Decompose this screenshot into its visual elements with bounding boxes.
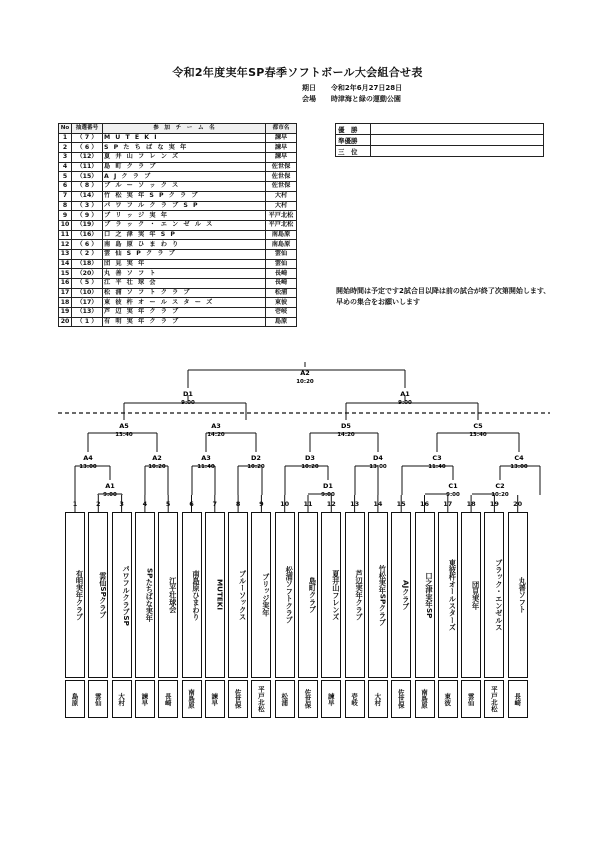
slot-pref: 諫早 (140, 692, 149, 706)
game-label: C2 (495, 482, 505, 490)
date-label: 期日 (302, 84, 316, 92)
venue-value: 時津海と緑の運動公園 (330, 95, 401, 103)
cell-team-name: 東 彼 杵 オ ー ル ス タ ー ズ (103, 298, 266, 308)
slot-team-name: AJクラブ (401, 580, 411, 610)
game-time: 14:20 (207, 432, 225, 438)
slot-number: 3 (119, 500, 124, 508)
game-time: 13:40 (115, 432, 133, 438)
cell-no: 5 (59, 172, 72, 182)
game-time: 10:20 (301, 464, 319, 470)
slot-team-name: 雲仙SPクラブ (98, 571, 108, 619)
slot-pref: 南島原 (420, 689, 428, 709)
slot-number: 4 (142, 500, 148, 508)
header-team: 参 加 チ ー ム 名 (103, 124, 266, 134)
slot-pref: 壱岐 (350, 692, 359, 706)
game-time: 13:00 (369, 464, 387, 470)
cell-team-name: パ ワ フ ル ク ラ ブ S P (103, 201, 266, 211)
slot-team-box (275, 512, 295, 678)
slot-team-box (368, 512, 388, 678)
game-time: 10:20 (296, 379, 314, 385)
result-label: 三 位 (336, 146, 371, 157)
slot-pref-box (112, 680, 132, 718)
game-time: 11:40 (428, 464, 446, 470)
slot-team-box (205, 512, 225, 678)
cell-city: 佐世保 (266, 182, 297, 192)
slot-number: 9 (259, 500, 264, 508)
game-label: A3 (201, 454, 211, 462)
slot-pref: 島原 (70, 692, 79, 706)
slot-pref-box (251, 680, 271, 718)
cell-team-name: A J ク ラ ブ (103, 172, 266, 182)
cell-team-name: 南 島 原 ひ ま わ り (103, 240, 266, 250)
cell-team-name: ブ ラ ッ ク ・ エ ン ゼ ル ス (103, 220, 266, 230)
cell-draw: （11） (72, 162, 103, 172)
slot-pref-box (391, 680, 411, 718)
cell-team-name: ブ ル ー ソ ッ ク ス (103, 182, 266, 192)
slot-pref: 南島原 (187, 689, 195, 709)
slot-pref-box (182, 680, 202, 718)
cell-city: 松浦 (266, 288, 297, 298)
game-time: 9:00 (103, 492, 117, 498)
cell-team-name: ブ リ ッ ジ 実 年 (103, 211, 266, 221)
game-time: 10:20 (148, 464, 166, 470)
slot-team-box (88, 512, 108, 678)
slot-team-name: 竹松実年SPクラブ (378, 564, 388, 626)
cell-draw: （ 7 ） (72, 133, 103, 143)
slot-number: 16 (419, 500, 430, 508)
cell-draw: （10） (72, 288, 103, 298)
notice-text: 開始時間は予定です2試合目以降は前の試合が終了次第開始します、早めの集合をお願いします (336, 287, 551, 306)
slot-number: 17 (443, 500, 453, 508)
cell-city: 雲仙 (266, 259, 297, 269)
date-value: 令和2年6月27日28日 (330, 84, 403, 92)
slot-pref-box (158, 680, 178, 718)
slot-team-name: ブリッジ実年 (261, 573, 271, 617)
cell-no: 14 (59, 259, 72, 269)
cell-city: 佐世保 (266, 162, 297, 172)
slot-pref-box (65, 680, 85, 718)
slot-team-name: 丸善ソフト (518, 577, 528, 613)
cell-no: 6 (59, 182, 72, 192)
cell-city: 平戸北松 (266, 211, 297, 221)
slot-number: 20 (513, 500, 523, 508)
cell-city: 雲仙 (266, 249, 297, 259)
slot-pref: 諫早 (326, 692, 335, 706)
cell-no: 4 (59, 162, 72, 172)
slot-team-box (182, 512, 202, 678)
game-time: 10:20 (491, 492, 509, 498)
game-label: A2 (300, 369, 310, 377)
cell-no: 11 (59, 230, 72, 240)
slot-team-name: パワフルクラブSP (122, 564, 132, 626)
cell-no: 12 (59, 240, 72, 250)
slot-team-name: 有明実年クラブ (75, 569, 85, 621)
cell-team-name: 雲 仙 S P ク ラ ブ (103, 249, 266, 259)
slot-pref-box (508, 680, 528, 718)
cell-team-name: M U T E K I (103, 133, 266, 143)
slot-team-name: 松浦ソフトクラブ (285, 566, 295, 624)
cell-no: 9 (59, 211, 72, 221)
venue-label: 会場 (302, 95, 316, 103)
cell-team-name: 松 浦 ソ フ ト ク ラ ブ (103, 288, 266, 298)
slot-number: 1 (72, 500, 78, 508)
game-label: D5 (341, 422, 351, 430)
slot-team-box (508, 512, 528, 678)
cell-no: 20 (59, 317, 72, 327)
cell-draw: （12） (72, 153, 103, 163)
game-time: 11:40 (197, 464, 215, 470)
slot-number: 7 (212, 500, 218, 508)
cell-team-name: S P た ち ば な 実 年 (103, 143, 266, 153)
slot-pref-box (275, 680, 295, 718)
slot-pref: 東彼 (443, 692, 452, 706)
slot-team-box (65, 512, 85, 678)
cell-city: 南島原 (266, 240, 297, 250)
cell-draw: （ 9 ） (72, 211, 103, 221)
slot-number: 14 (373, 500, 383, 508)
game-label: A1 (105, 482, 115, 490)
game-label: C5 (473, 422, 483, 430)
game-time: 13:00 (79, 464, 97, 470)
game-time: 9:00 (181, 400, 195, 406)
slot-team-box (461, 512, 481, 678)
slot-pref: 長崎 (513, 692, 522, 706)
result-label: 優 勝 (336, 124, 371, 135)
cell-no: 16 (59, 279, 72, 289)
game-time: 9:00 (321, 492, 335, 498)
slot-number: 10 (280, 500, 290, 508)
game-label: A3 (211, 422, 221, 430)
cell-no: 19 (59, 308, 72, 318)
slot-pref: 諫早 (210, 692, 219, 706)
game-label: D1 (183, 390, 193, 398)
slot-pref: 雲仙 (93, 692, 102, 706)
cell-draw: （13） (72, 308, 103, 318)
slot-number: 12 (326, 500, 336, 508)
cell-city: 東彼 (266, 298, 297, 308)
game-label: D3 (305, 454, 315, 462)
slot-pref-box (345, 680, 365, 718)
cell-city: 佐世保 (266, 172, 297, 182)
cell-draw: （14） (72, 191, 103, 201)
game-label: D1 (323, 482, 333, 490)
slot-team-name: ブルーソックス (238, 569, 248, 621)
slot-team-name: 島町クラブ (308, 577, 318, 613)
slot-team-name: SPたちばな実年 (145, 568, 155, 622)
slot-pref-box (438, 680, 458, 718)
slot-number: 6 (189, 500, 194, 508)
slot-number: 8 (235, 500, 241, 508)
slot-pref: 松浦 (280, 692, 289, 706)
slot-pref: 大村 (373, 692, 382, 706)
slot-team-name: MUTEKI (215, 579, 225, 611)
header-city: 都市名 (266, 124, 297, 134)
cell-draw: （19） (72, 220, 103, 230)
header-draw: 抽選番号 (72, 124, 103, 134)
cell-draw: （ 1 ） (72, 317, 103, 327)
slot-pref-box (368, 680, 388, 718)
slot-team-box (484, 512, 504, 678)
cell-team-name: 島 町 ク ラ ブ (103, 162, 266, 172)
cell-team-name: 丸 善 ソ フ ト (103, 269, 266, 279)
cell-no: 3 (59, 153, 72, 163)
slot-team-box (251, 512, 271, 678)
cell-team-name: 有 明 実 年 ク ラ ブ (103, 317, 266, 327)
slot-pref-box (205, 680, 225, 718)
cell-no: 10 (59, 220, 72, 230)
slot-pref-box (135, 680, 155, 718)
slot-team-name: 口之津実年SP (425, 571, 434, 619)
game-time: 9:00 (446, 492, 460, 498)
game-time: 10:20 (247, 464, 265, 470)
slot-team-name: ブラック・エンゼルス (494, 559, 504, 631)
slot-pref-box (228, 680, 248, 718)
slot-number: 11 (303, 500, 313, 508)
cell-city: 長崎 (266, 279, 297, 289)
cell-city: 諫早 (266, 133, 297, 143)
slot-pref: 平戸北松 (256, 686, 265, 712)
game-time: 13:00 (510, 464, 528, 470)
cell-draw: （18） (72, 259, 103, 269)
game-label: C3 (432, 454, 442, 462)
cell-city: 壱岐 (266, 308, 297, 318)
result-label: 準優勝 (336, 135, 371, 146)
slot-team-box (135, 512, 155, 678)
slot-pref: 佐世保 (396, 689, 405, 709)
slot-team-box (321, 512, 341, 678)
slot-pref-box (415, 680, 435, 718)
cell-draw: （ 5 ） (72, 279, 103, 289)
slot-team-box (298, 512, 318, 678)
game-label: C4 (514, 454, 524, 462)
cell-draw: （17） (72, 298, 103, 308)
slot-pref: 佐世保 (303, 689, 312, 709)
cell-team-name: 芦 辺 実 年 ク ラ ブ (103, 308, 266, 318)
header-no: No (59, 124, 72, 134)
cell-no: 2 (59, 143, 72, 153)
cell-draw: （16） (72, 230, 103, 240)
page-title: 令和2年度実年SP春季ソフトボール大会組合せ表 (172, 66, 423, 79)
cell-team-name: 夏 井 山 フ レ ン ズ (103, 153, 266, 163)
slot-team-name: 団見実年 (471, 580, 481, 610)
slot-team-box (228, 512, 248, 678)
slot-team-name: 芦辺実年クラブ (355, 569, 365, 621)
cell-draw: （15） (72, 172, 103, 182)
game-label: A1 (400, 390, 410, 398)
cell-no: 8 (59, 201, 72, 211)
cell-city: 諫早 (266, 143, 297, 153)
cell-team-name: 口 之 津 実 年 S P (103, 230, 266, 240)
cell-team-name: 竹 松 実 年 S P ク ラ ブ (103, 191, 266, 201)
cell-city: 平戸北松 (266, 220, 297, 230)
cell-team-name: 団 見 実 年 (103, 259, 266, 269)
slot-team-box (345, 512, 365, 678)
cell-city: 南島原 (266, 230, 297, 240)
cell-no: 7 (59, 191, 72, 201)
cell-team-name: 江 平 壮 球 会 (103, 279, 266, 289)
cell-draw: （ 3 ） (72, 201, 103, 211)
cell-draw: （ 2 ） (72, 249, 103, 259)
cell-city: 大村 (266, 191, 297, 201)
slot-team-box (391, 512, 411, 678)
cell-city: 諫早 (266, 153, 297, 163)
game-label: A4 (83, 454, 93, 462)
slot-team-name: 江平壮球会 (168, 577, 178, 613)
slot-team-name: 夏井山フレンズ (331, 569, 341, 621)
slot-team-name: 東彼杵オールスターズ (448, 559, 458, 631)
game-label: C1 (448, 482, 458, 490)
slot-pref-box (461, 680, 481, 718)
cell-draw: （ 8 ） (72, 182, 103, 192)
slot-pref: 佐世保 (233, 689, 242, 709)
slot-number: 18 (466, 500, 476, 508)
game-label: D4 (373, 454, 383, 462)
slot-number: 15 (396, 500, 406, 508)
slot-pref: 大村 (117, 692, 126, 706)
slot-pref-box (484, 680, 504, 718)
slot-number: 13 (350, 500, 360, 508)
game-time: 9:00 (398, 400, 412, 406)
cell-no: 18 (59, 298, 72, 308)
slot-team-box (438, 512, 458, 678)
slot-pref: 平戸北松 (489, 686, 498, 712)
cell-draw: （ 6 ） (72, 143, 103, 153)
game-label: A5 (119, 422, 129, 430)
slot-pref-box (298, 680, 318, 718)
slot-pref: 長崎 (163, 692, 172, 706)
slot-team-box (158, 512, 178, 678)
cell-city: 大村 (266, 201, 297, 211)
cell-no: 15 (59, 269, 72, 279)
cell-city: 長崎 (266, 269, 297, 279)
cell-no: 1 (59, 133, 72, 143)
slot-team-name: 南島原ひまわり (192, 569, 201, 621)
slot-team-box (112, 512, 132, 678)
slot-number: 2 (96, 500, 101, 508)
game-label: A2 (152, 454, 162, 462)
slot-number: 5 (165, 500, 171, 508)
game-time: 14:20 (337, 432, 355, 438)
cell-no: 17 (59, 288, 72, 298)
game-time: 13:40 (469, 432, 487, 438)
slot-pref: 雲仙 (466, 692, 475, 706)
cell-draw: （ 6 ） (72, 240, 103, 250)
slot-pref-box (88, 680, 108, 718)
slot-team-box (415, 512, 435, 678)
cell-draw: （20） (72, 269, 103, 279)
cell-no: 13 (59, 249, 72, 259)
cell-city: 島原 (266, 317, 297, 327)
slot-pref-box (321, 680, 341, 718)
game-label: D2 (251, 454, 261, 462)
slot-number: 19 (489, 500, 499, 508)
